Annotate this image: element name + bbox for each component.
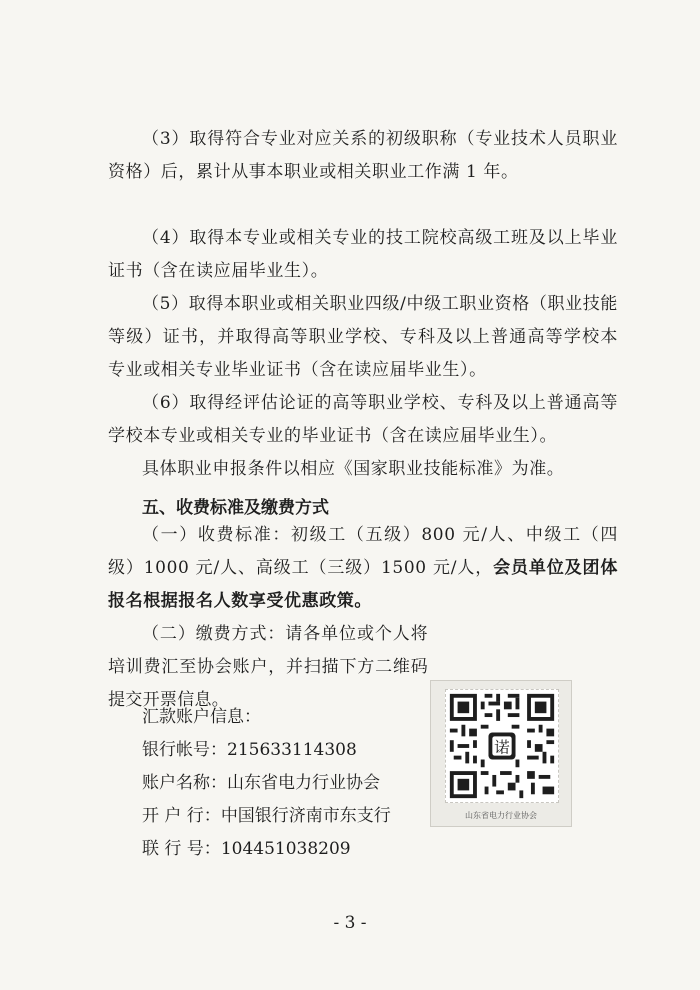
account-value: 104451038209 [220,839,351,859]
account-value: 山东省电力行业协会 [227,773,380,793]
paragraph-item-3: （3）取得符合专业对应关系的初级职称（专业技术人员职业资格）后，累计从事本职业或相关职业工作满 1 年。 [108,129,618,182]
account-label: 账户名称： [142,773,227,793]
qr-center-logo: 诺 [494,738,510,757]
account-label: 开 户 行： [142,806,221,826]
fee-discount-note: 会员单位及团体报名根据报名人数享受优惠政策。 [108,558,618,611]
paragraph-item-6: （6）取得经评估论证的高等职业学校、专科及以上普通高等学校本专业或相关专业的毕业证书（含在读应届毕业生）。 [108,393,618,446]
payment-method-paragraph: （二）缴费方式：请各单位或个人将培训费汇至协会账户，并扫描下方二维码提交开票信息。 [108,624,428,710]
paragraph-standard-note: 具体职业申报条件以相应《国家职业技能标准》为准。 [142,459,565,479]
account-value: 215633114308 [227,740,357,760]
account-info [142,701,391,866]
qr-frame[interactable] [445,689,559,803]
section-heading-fees: 五、收费标准及缴费方式 [142,498,329,518]
invoice-qr-card[interactable] [430,680,572,827]
account-label: 联 行 号： [142,839,221,859]
account-row-name [142,767,391,800]
paragraph-item-4: （4）取得本专业或相关专业的技工院校高级工班及以上毕业证书（含在读应届毕业生）。 [108,228,618,281]
account-row-number [142,734,391,767]
qr-caption: 山东省电力行业协会 [465,811,537,820]
account-label: 银行帐号： [142,740,227,760]
qr-code-icon[interactable] [446,690,558,802]
paragraph-item-5: （5）取得本职业或相关职业四级/中级工职业资格（职业技能等级）证书，并取得高等职业学校、专科及以上普通高等学校本专业或相关专业毕业证书（含在读应届毕业生）。 [108,294,618,380]
account-value: 中国银行济南市东支行 [220,806,391,826]
page-number: - 3 - [333,913,367,933]
account-row-bank [142,800,391,833]
account-info-title: 汇款账户信息： [142,707,261,727]
fee-standard-paragraph [108,519,618,618]
account-row-code [142,833,391,866]
fee-standard-text: （一）收费标准：初级工（五级）800 元/人、中级工（四级）1000 元/人、高级工（三级）1500 元/人， [108,525,618,578]
